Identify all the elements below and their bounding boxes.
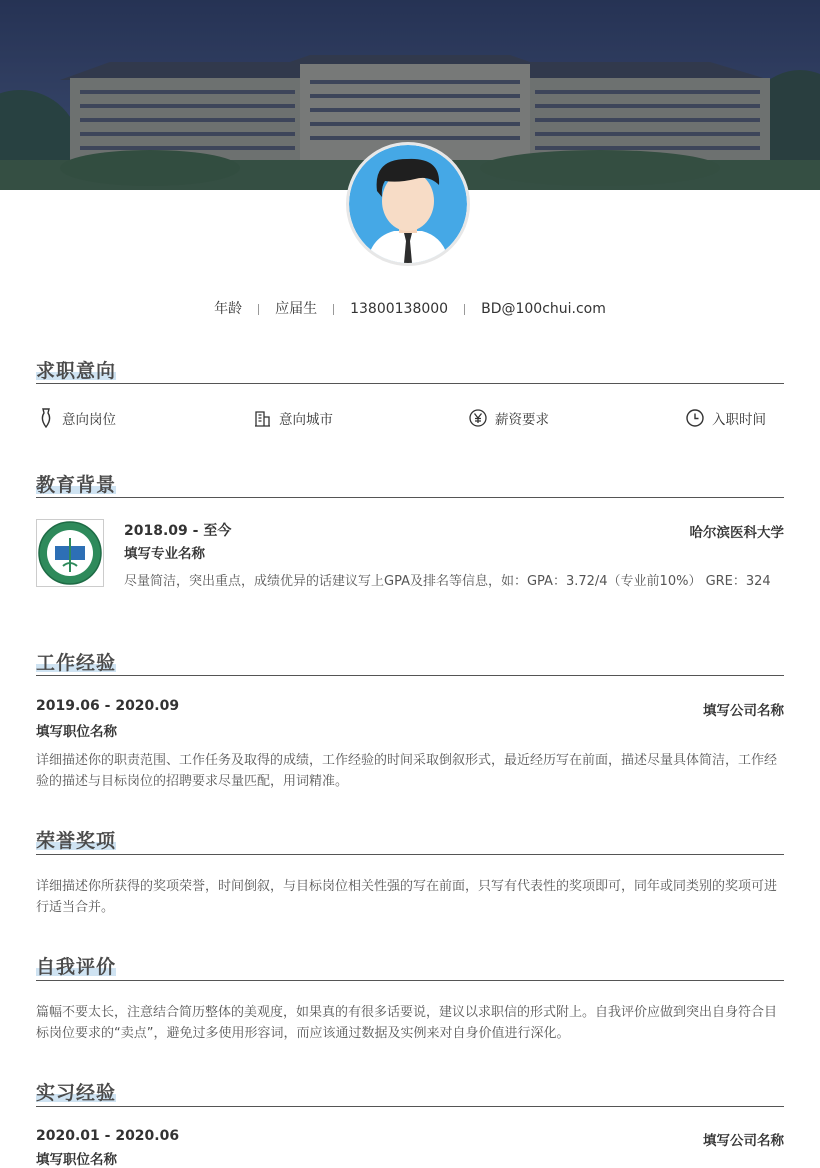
section-title-self <box>36 952 116 979</box>
contact-bar <box>0 298 820 318</box>
self-description: 篇幅不要太长，注意结合简历整体的美观度，如果真的有很多话要说，建议以求职信的形式附上。自我评价应做到突出自身符合目标岗位要求的“卖点”，避免过多使用形容词，而应该通过数据及实例来对自身价值进行深化。 <box>36 1005 778 1041</box>
section-title-internship <box>36 1078 116 1105</box>
section-rule <box>36 980 784 981</box>
education-description: 尽量简洁，突出重点，成绩优异的话建议写上GPA及排名等信息，如：GPA：3.72/4（专业前10%） GRE：324 <box>124 574 771 589</box>
tie-icon <box>38 408 54 428</box>
intent-city <box>254 408 333 428</box>
intent-city-label: 意向城市 <box>279 412 333 428</box>
section-title-text: 教育背景 <box>36 474 117 496</box>
work-description: 详细描述你的职责范围、工作任务及取得的成绩，工作经验的时间采取倒叙形式，最近经历写在前面，描述尽量具体简洁，工作经验的描述与目标岗位的招聘要求尽量匹配，用词精准。 <box>36 753 778 789</box>
avatar <box>346 142 470 266</box>
section-rule <box>36 1106 784 1107</box>
phone-text: 13800138000 <box>350 301 449 317</box>
internship-date: 2020.01 - 2020.06 <box>36 1128 180 1144</box>
internship-title: 填写职位名称 <box>36 1152 117 1168</box>
work-date: 2019.06 - 2020.09 <box>36 698 180 714</box>
internship-company: 填写公司名称 <box>703 1133 784 1149</box>
hmu-seal-icon <box>37 520 103 586</box>
work-company: 填写公司名称 <box>703 703 784 719</box>
yen-icon <box>469 409 487 427</box>
section-title-honors <box>36 826 116 853</box>
intent-position-label: 意向岗位 <box>62 412 116 428</box>
building-icon <box>254 410 271 427</box>
education-major: 填写专业名称 <box>124 546 205 562</box>
intent-salary <box>469 408 549 428</box>
section-rule <box>36 854 784 855</box>
section-title-text: 荣誉奖项 <box>36 830 117 852</box>
university-logo <box>36 519 104 587</box>
section-title-text: 工作经验 <box>36 652 117 674</box>
section-rule <box>36 383 784 384</box>
section-title-work <box>36 648 116 675</box>
age-text: 年龄 <box>214 301 243 317</box>
section-title-text: 求职意向 <box>36 360 117 382</box>
section-title-education <box>36 470 116 497</box>
email-text: BD@100chui.com <box>481 301 606 317</box>
section-rule <box>36 675 784 676</box>
honors-description: 详细描述你所获得的奖项荣誉，时间倒叙，与目标岗位相关性强的写在前面，只写有代表性的奖项即可，同年或同类别的奖项可进行适当合并。 <box>36 879 778 915</box>
avatar-illustration <box>349 145 467 263</box>
section-title-text: 自我评价 <box>36 956 117 978</box>
education-school: 哈尔滨医科大学 <box>689 525 784 541</box>
status-text: 应届生 <box>275 301 318 317</box>
intent-entry <box>686 408 766 428</box>
intent-salary-label: 薪资要求 <box>495 412 549 428</box>
section-title-text: 实习经验 <box>36 1082 117 1104</box>
clock-icon <box>686 409 704 427</box>
intent-position <box>38 408 116 428</box>
intent-entry-label: 入职时间 <box>712 412 766 428</box>
education-date: 2018.09 - 至今 <box>124 523 232 539</box>
section-rule <box>36 497 784 498</box>
section-title-intent <box>36 356 116 383</box>
work-title: 填写职位名称 <box>36 724 117 740</box>
